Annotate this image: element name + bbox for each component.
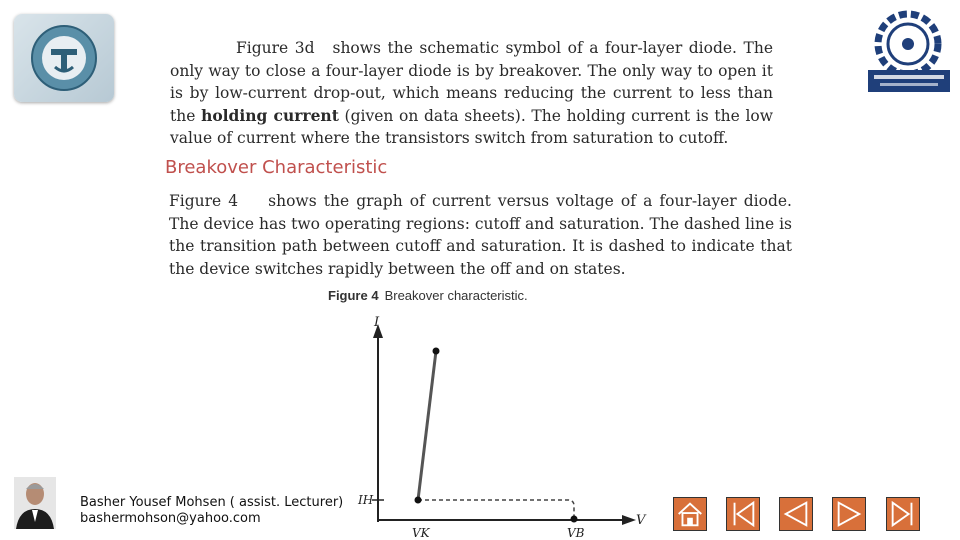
first-slide-button[interactable] [726,497,760,531]
author-photo [14,477,56,529]
next-slide-icon [833,498,865,530]
figure-caption [328,288,528,303]
point-vb [571,516,578,523]
caption-label: Figure 4 [328,288,379,303]
author-email: bashermohson@yahoo.com [80,511,261,526]
figure-reference: Figure 3d [236,39,315,57]
author-info [80,495,343,527]
next-slide-button[interactable] [832,497,866,531]
transition-dashed-path [418,500,574,519]
x-tick-label-vk: VK [412,526,430,540]
previous-slide-button[interactable] [779,497,813,531]
paragraph-figure-3d [170,37,773,150]
breakover-chart [350,310,660,540]
caption-text: Breakover characteristic. [384,288,528,303]
paragraph-text: shows the schematic symbol of a four-layer diode. The only way to close a four-layer diode is by breakover. The only way to open it is by low-current drop-out, which means reducing the current to less than the [170,39,773,125]
home-button[interactable] [673,497,707,531]
x-tick-label-vb: VB [567,526,585,540]
college-logo [866,8,952,94]
last-slide-button[interactable] [886,497,920,531]
last-slide-icon [887,498,919,530]
first-slide-icon [727,498,759,530]
x-axis-arrow [622,515,636,525]
paragraph-figure-4 [169,190,792,280]
point-vk-ih [415,497,422,504]
university-logo [14,14,114,102]
saturation-line [418,351,436,500]
x-axis-label: V [636,513,646,528]
author-name: Basher Yousef Mohsen ( assist. Lecturer) [80,495,344,510]
bold-term: holding current [201,105,339,125]
y-axis-label: I [374,315,380,330]
paragraph-text: shows the graph of current versus voltage of a four-layer diode. The device has two operating regions: cutoff and saturation. The dashed line is the transition path between cutoff and saturation. It is dashed to indicate that the device switches rapidly between the off and on states. [169,192,792,278]
paragraph-tail: (given on data sheets). The holding current is the low value of current where the transistors switch from saturation to cutoff. [170,106,774,147]
point-top [433,348,440,355]
home-icon [674,498,706,530]
section-heading: Breakover Characteristic [165,157,388,178]
previous-slide-icon [780,498,812,530]
figure-reference: Figure 4 [169,192,239,210]
y-tick-label-ih: IH [358,493,374,507]
